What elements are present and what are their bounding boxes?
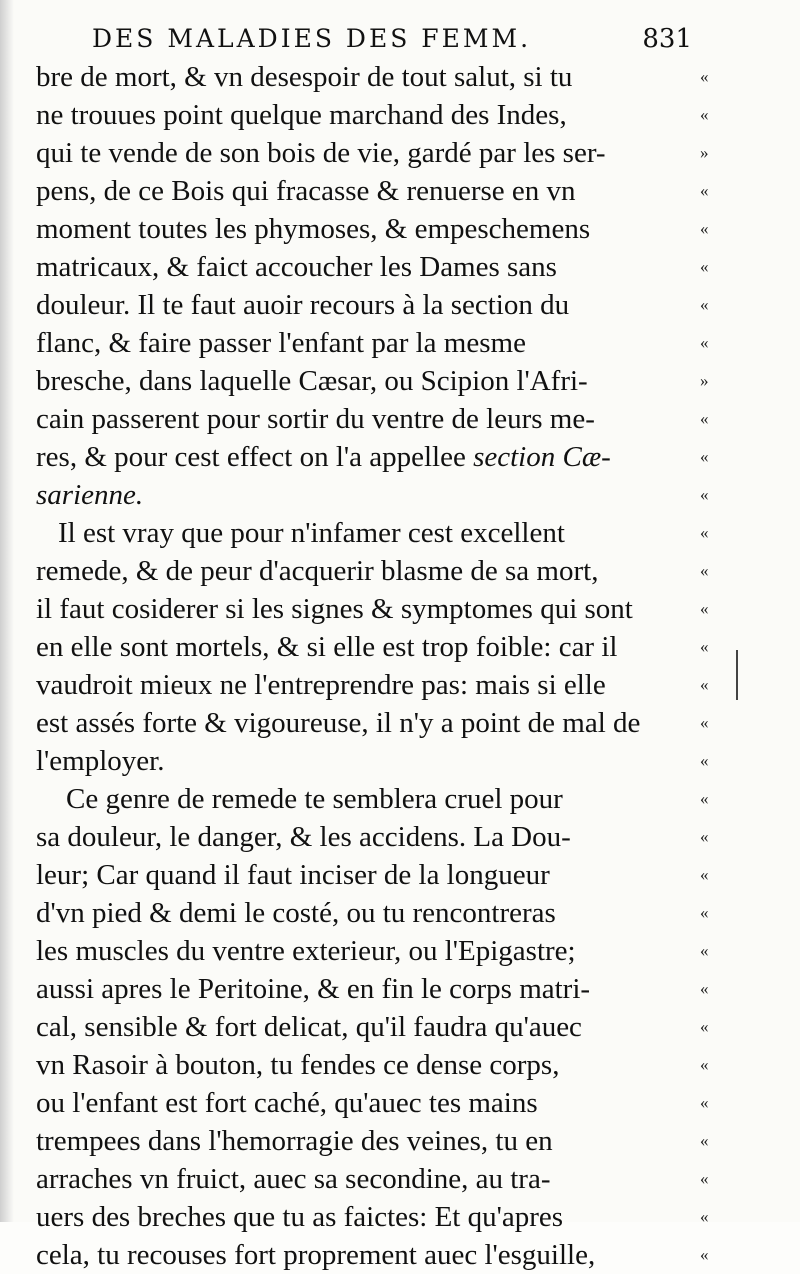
quote-mark: «	[700, 561, 709, 580]
text-line: arraches vn fruict, auec sa secondine, au tra-	[36, 1163, 551, 1195]
running-head	[92, 24, 692, 60]
quote-mark: «	[700, 1093, 709, 1112]
text-line: aussi apres le Peritoine, & en fin le corps matri-	[36, 973, 591, 1005]
quote-mark: «	[700, 219, 709, 238]
text-line: flanc, & faire passer l'enfant par la mesme	[36, 327, 526, 359]
text-line: d'vn pied & demi le costé, ou tu rencontreras	[36, 897, 556, 929]
text-line: ou l'enfant est fort caché, qu'auec tes mains	[36, 1087, 538, 1119]
page-gutter-shadow	[0, 0, 14, 1222]
quote-mark: «	[700, 1055, 709, 1074]
text-line: leur; Car quand il faut inciser de la longueur	[36, 859, 550, 891]
quote-mark: «	[700, 1245, 709, 1264]
text-line: est assés forte & vigoureuse, il n'y a point de mal de	[36, 707, 641, 739]
quote-mark: «	[700, 827, 709, 846]
quote-mark: «	[700, 523, 709, 542]
quote-mark: «	[700, 1131, 709, 1150]
text-line: pens, de ce Bois qui fracasse & renuerse en vn	[36, 175, 576, 207]
italic-term: section Cæ-	[473, 441, 611, 473]
quote-mark: »	[700, 143, 709, 162]
text-line: moment toutes les phymoses, & empeschemens	[36, 213, 591, 245]
paragraph-start-line: Ce genre de remede te semblera cruel pour	[66, 783, 563, 815]
text-line: sa douleur, le danger, & les accidens. La Dou-	[36, 821, 571, 853]
quote-mark: «	[700, 1017, 709, 1036]
quote-mark: «	[700, 1169, 709, 1188]
quote-mark: «	[700, 903, 709, 922]
text-line: remede, & de peur d'acquerir blasme de sa mort,	[36, 555, 599, 587]
quote-mark: «	[700, 333, 709, 352]
text-line: trempees dans l'hemorragie des veines, tu en	[36, 1125, 553, 1157]
text-line: matricaux, & faict accoucher les Dames sans	[36, 251, 557, 283]
quote-mark: «	[700, 637, 709, 656]
quote-mark: «	[700, 865, 709, 884]
text-line: bre de mort, & vn desespoir de tout salut, si tu	[36, 61, 573, 93]
quote-mark: «	[700, 485, 709, 504]
text-line: il faut cosiderer si les signes & symptomes qui sont	[36, 593, 633, 625]
quote-mark: «	[700, 789, 709, 808]
text-line: cain passerent pour sortir du ventre de leurs me-	[36, 403, 595, 435]
text-line: qui te vende de son bois de vie, gardé par les ser-	[36, 137, 606, 169]
text-line: cela, tu recouses fort proprement auec l'esguille,	[36, 1239, 596, 1271]
quote-mark: «	[700, 447, 709, 466]
quote-mark: «	[700, 295, 709, 314]
quote-mark: «	[700, 599, 709, 618]
quote-mark: »	[700, 371, 709, 390]
paragraph-start-line: Il est vray que pour n'infamer cest excellent	[58, 517, 565, 549]
text-line: bresche, dans laquelle Cæsar, ou Scipion l'Afri-	[36, 365, 588, 397]
text-line: en elle sont mortels, & si elle est trop foible: car il	[36, 631, 618, 663]
page-number: 831	[642, 24, 692, 54]
quote-mark: «	[700, 675, 709, 694]
text-line: ne trouues point quelque marchand des Indes,	[36, 99, 567, 131]
quote-mark: «	[700, 979, 709, 998]
text-line: douleur. Il te faut auoir recours à la section du	[36, 289, 570, 321]
text-line: vn Rasoir à bouton, tu fendes ce dense corps,	[36, 1049, 560, 1081]
page-edge-mark	[736, 650, 738, 700]
quote-mark: «	[700, 1207, 709, 1226]
quote-mark: «	[700, 67, 709, 86]
quote-mark: «	[700, 257, 709, 276]
text-line: l'employer.	[36, 745, 165, 777]
quote-mark: «	[700, 105, 709, 124]
quote-mark: «	[700, 713, 709, 732]
running-title: DES MALADIES DES FEMM.	[92, 24, 532, 53]
text-line: vaudroit mieux ne l'entreprendre pas: mais si elle	[36, 669, 606, 701]
text-line: sarienne.	[36, 479, 144, 511]
text-line: uers des breches que tu as faictes: Et qu'apres	[36, 1201, 564, 1233]
quote-mark: «	[700, 751, 709, 770]
text-line: les muscles du ventre exterieur, ou l'Epigastre;	[36, 935, 576, 967]
text-line: cal, sensible & fort delicat, qu'il faudra qu'auec	[36, 1011, 582, 1043]
quote-mark: «	[700, 941, 709, 960]
quote-mark: «	[700, 181, 709, 200]
quote-mark: «	[700, 409, 709, 428]
text-line: res, & pour cest effect on l'a appellee section Cæ-	[36, 438, 696, 476]
